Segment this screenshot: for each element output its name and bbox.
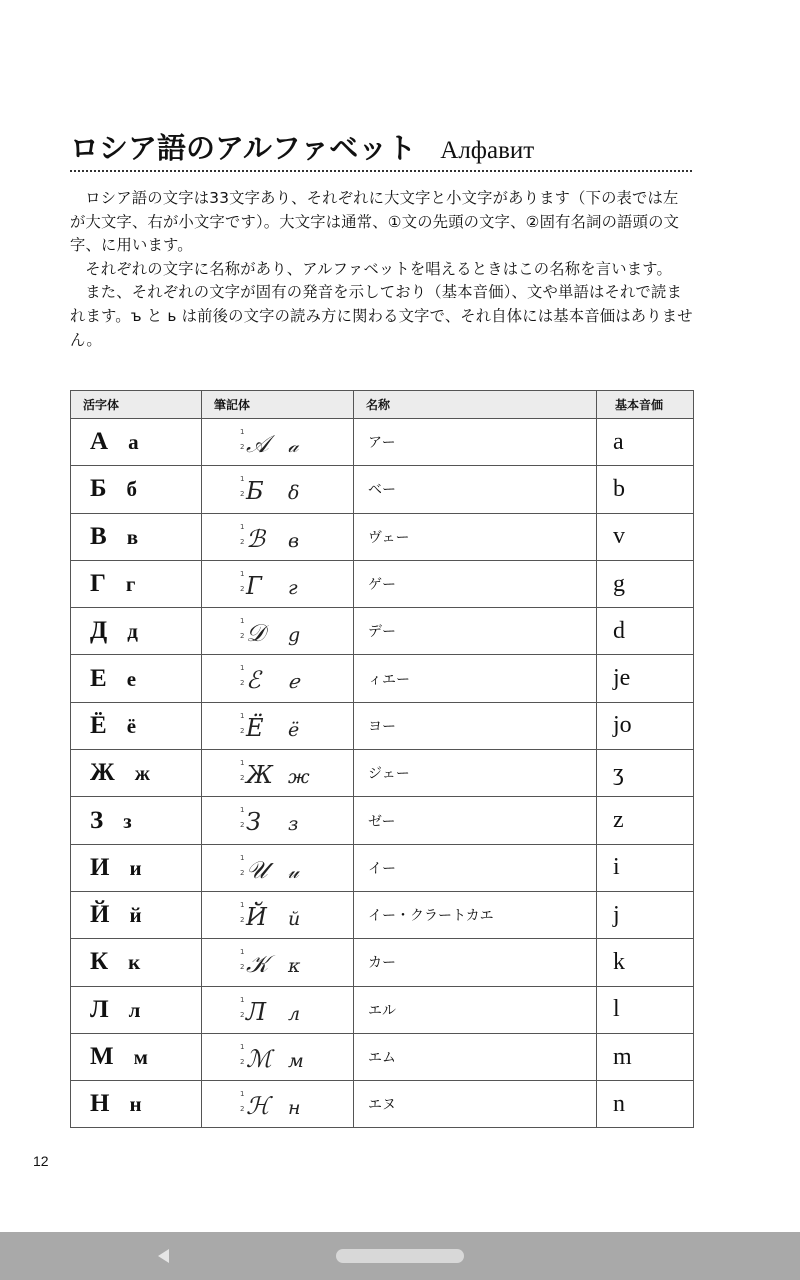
letter-sound: a: [597, 419, 694, 466]
table-row: [71, 513, 694, 560]
script-letters: [202, 844, 354, 891]
print-letters: [71, 655, 202, 702]
script-letters: [202, 1081, 354, 1128]
svg-text:1: 1: [240, 475, 245, 484]
print-lower: е: [126, 666, 137, 691]
svg-text:1: 1: [240, 569, 245, 578]
svg-text:1: 1: [240, 522, 245, 531]
script-upper: З: [246, 808, 261, 837]
print-letters: [71, 797, 202, 844]
table-row: [71, 655, 694, 702]
letter-name: エム: [354, 1033, 597, 1080]
svg-text:1: 1: [240, 711, 245, 720]
script-upper: Ё: [246, 713, 264, 742]
script-lower: 𝒶: [288, 435, 299, 457]
print-upper: Ё: [90, 711, 107, 739]
letter-sound: j: [597, 891, 694, 938]
letter-name: ヨー: [354, 702, 597, 749]
svg-text:1: 1: [240, 428, 245, 436]
header-name: 名称: [354, 391, 597, 419]
table-row: [71, 797, 694, 844]
letter-name: ゼー: [354, 797, 597, 844]
handwriting-image: [240, 707, 320, 745]
intro-paragraph: それぞれの文字に名称があり、アルファベットを唱えるときはこの名称を言います。: [85, 259, 673, 278]
script-letters: [202, 1033, 354, 1080]
svg-text:2: 2: [240, 490, 245, 499]
print-lower: ё: [126, 713, 137, 738]
table-row: [71, 560, 694, 607]
svg-text:2: 2: [240, 726, 245, 735]
svg-text:2: 2: [240, 537, 245, 546]
table-header-row: [71, 391, 694, 419]
print-upper: Л: [90, 995, 109, 1023]
svg-text:1: 1: [240, 806, 245, 815]
letter-sound: g: [597, 560, 694, 607]
script-upper: ℋ: [246, 1092, 270, 1121]
letter-name: ベー: [354, 466, 597, 513]
alphabet-table: [70, 390, 694, 1128]
letter-sound: i: [597, 844, 694, 891]
handwriting-image: [240, 1085, 320, 1123]
table-row: [71, 1081, 694, 1128]
intro-paragraph: また、それぞれの文字が固有の発音を示しており（基本音価）、文や単語はそれで読まれます。ъ と ь は前後の文字の読み方に関わる文字で、それ自体には基本音価はありません。: [70, 283, 693, 349]
script-lower: м: [288, 1049, 304, 1072]
print-upper: Д: [90, 617, 108, 645]
print-letters: [71, 1081, 202, 1128]
print-letters: [71, 844, 202, 891]
intro-paragraph: ロシア語の文字は33文字あり、それぞれに大文字と小文字があります（下の表では左が大文字、右が小文字です）。大文字は通常、①文の先頭の文字、②固有名詞の語頭の文字、に用います。: [70, 189, 680, 255]
print-letters: [71, 939, 202, 986]
script-lower: й: [288, 907, 301, 930]
letter-sound: k: [597, 939, 694, 986]
svg-text:2: 2: [240, 632, 245, 641]
print-upper: Е: [90, 664, 107, 692]
title-russian: Алфавит: [440, 137, 535, 164]
letter-name: ジェー: [354, 750, 597, 797]
svg-text:2: 2: [240, 774, 245, 783]
intro-text: [70, 187, 694, 352]
handwriting-image: [240, 849, 320, 887]
title-dotted-divider: [70, 170, 692, 172]
print-upper: И: [90, 853, 110, 881]
print-lower: а: [128, 430, 139, 455]
script-upper: Б: [246, 477, 264, 506]
navigation-bar: [0, 1232, 800, 1280]
print-lower: н: [129, 1092, 142, 1117]
letter-sound: ʒ: [597, 750, 694, 797]
script-letters: [202, 513, 354, 560]
letter-sound: v: [597, 513, 694, 560]
svg-text:2: 2: [240, 584, 245, 593]
script-upper: Й: [246, 902, 267, 931]
print-lower: м: [133, 1045, 148, 1069]
letter-sound: n: [597, 1081, 694, 1128]
table-row: [71, 608, 694, 655]
script-letters: [202, 608, 354, 655]
script-lower: ё: [288, 718, 300, 741]
print-lower: д: [127, 619, 138, 644]
table-row: [71, 844, 694, 891]
svg-text:1: 1: [240, 948, 245, 957]
print-lower: л: [128, 997, 141, 1022]
print-upper: К: [90, 948, 109, 976]
print-upper: В: [90, 522, 107, 550]
letter-name: デー: [354, 608, 597, 655]
title-japanese: ロシア語のアルファベット: [70, 131, 417, 165]
table-row: [71, 1033, 694, 1080]
svg-text:1: 1: [240, 617, 245, 626]
script-letters: [202, 655, 354, 702]
print-letters: [71, 986, 202, 1033]
script-lower: κ: [288, 955, 301, 978]
header-sound: 基本音価: [597, 391, 694, 419]
print-lower: ж: [134, 761, 150, 786]
print-lower: з: [123, 808, 132, 833]
svg-text:2: 2: [240, 1010, 245, 1019]
letter-name: アー: [354, 419, 597, 466]
print-upper: Ж: [90, 759, 115, 787]
print-upper: Й: [90, 901, 110, 929]
letter-name: ヴェー: [354, 513, 597, 560]
script-lower: ж: [288, 766, 310, 789]
script-lower: g: [288, 624, 301, 647]
print-lower: и: [129, 855, 142, 880]
script-lower: г: [288, 576, 298, 599]
page-number: 12: [33, 1153, 49, 1169]
handwriting-image: [240, 801, 320, 839]
print-upper: Б: [90, 475, 107, 503]
script-letters: [202, 702, 354, 749]
print-lower: й: [129, 903, 142, 928]
print-letters: [71, 466, 202, 513]
page-title: [70, 126, 692, 167]
print-lower: к: [128, 950, 141, 975]
print-letters: [71, 419, 202, 466]
handwriting-image: [240, 991, 320, 1029]
header-script: 筆記体: [202, 391, 354, 419]
back-triangle-icon: [150, 1242, 178, 1270]
header-print: 活字体: [71, 391, 202, 419]
letter-sound: m: [597, 1033, 694, 1080]
script-upper: ℳ: [246, 1044, 272, 1073]
svg-text:1: 1: [240, 853, 245, 862]
svg-text:1: 1: [240, 1042, 245, 1051]
handwriting-image: [240, 470, 320, 508]
table-row: [71, 939, 694, 986]
svg-text:2: 2: [240, 443, 245, 451]
print-upper: Г: [90, 570, 106, 598]
handwriting-image: [240, 754, 320, 792]
table-row: [71, 466, 694, 513]
letter-name: イー・クラートカエ: [354, 891, 597, 938]
script-upper: ℰ: [246, 666, 261, 695]
script-letters: [202, 891, 354, 938]
script-upper: Л: [246, 997, 267, 1026]
letter-sound: d: [597, 608, 694, 655]
script-letters: [202, 750, 354, 797]
svg-text:2: 2: [240, 963, 245, 972]
letter-name: エル: [354, 986, 597, 1033]
table-row: [71, 891, 694, 938]
print-upper: А: [90, 428, 109, 456]
print-letters: [71, 608, 202, 655]
letter-sound: b: [597, 466, 694, 513]
script-upper: Ж: [246, 761, 273, 790]
svg-text:2: 2: [240, 1057, 245, 1066]
svg-text:1: 1: [240, 995, 245, 1004]
script-letters: [202, 560, 354, 607]
letter-sound: z: [597, 797, 694, 844]
print-lower: г: [125, 572, 136, 597]
script-lower: з: [288, 813, 299, 836]
print-letters: [71, 1033, 202, 1080]
table-row: [71, 986, 694, 1033]
svg-text:2: 2: [240, 915, 245, 924]
handwriting-image: [240, 659, 320, 697]
script-upper: 𝒰: [246, 855, 268, 884]
print-letters: [71, 702, 202, 749]
svg-text:1: 1: [240, 759, 245, 768]
svg-text:1: 1: [240, 900, 245, 909]
svg-text:2: 2: [240, 1105, 245, 1114]
letter-name: ィエー: [354, 655, 597, 702]
back-button[interactable]: [150, 1242, 178, 1270]
script-upper: 𝒜: [246, 430, 269, 458]
script-upper: 𝒦: [246, 950, 269, 979]
handwriting-image: [240, 565, 320, 603]
script-lower: ℯ: [288, 671, 300, 694]
script-lower: в: [288, 529, 300, 552]
table-row: [71, 702, 694, 749]
print-upper: Н: [90, 1090, 110, 1118]
alphabet-table-body: [71, 419, 694, 1128]
svg-text:2: 2: [240, 679, 245, 688]
script-lower: л: [288, 1002, 301, 1025]
table-row: [71, 419, 694, 466]
script-letters: [202, 466, 354, 513]
print-letters: [71, 750, 202, 797]
print-lower: в: [126, 524, 139, 549]
svg-text:2: 2: [240, 868, 245, 877]
script-lower: δ: [288, 482, 300, 505]
table-row: [71, 750, 694, 797]
handwriting-image: [240, 896, 320, 934]
letter-name: ゲー: [354, 560, 597, 607]
print-letters: [71, 891, 202, 938]
print-lower: б: [126, 477, 138, 502]
handwriting-image: [240, 612, 320, 650]
handwriting-image: [240, 1038, 320, 1076]
script-lower: 𝓊: [288, 860, 299, 883]
script-upper: Г: [246, 571, 262, 600]
script-letters: [202, 939, 354, 986]
print-upper: М: [90, 1043, 114, 1070]
script-letters: [202, 986, 354, 1033]
handwriting-image: [240, 943, 320, 981]
letter-sound: l: [597, 986, 694, 1033]
svg-text:2: 2: [240, 821, 245, 830]
script-letters: [202, 419, 354, 466]
print-letters: [71, 560, 202, 607]
home-button[interactable]: [336, 1249, 464, 1263]
script-lower: н: [288, 1097, 301, 1120]
handwriting-image: [240, 518, 320, 556]
svg-text:1: 1: [240, 664, 245, 673]
handwriting-image: [240, 423, 320, 461]
letter-sound: jo: [597, 702, 694, 749]
print-letters: [71, 513, 202, 560]
script-upper: ℬ: [246, 524, 265, 553]
svg-text:1: 1: [240, 1090, 245, 1099]
print-upper: З: [90, 806, 104, 834]
letter-sound: je: [597, 655, 694, 702]
script-letters: [202, 797, 354, 844]
letter-name: エヌ: [354, 1081, 597, 1128]
letter-name: カー: [354, 939, 597, 986]
letter-name: イー: [354, 844, 597, 891]
script-upper: 𝒟: [246, 619, 266, 648]
